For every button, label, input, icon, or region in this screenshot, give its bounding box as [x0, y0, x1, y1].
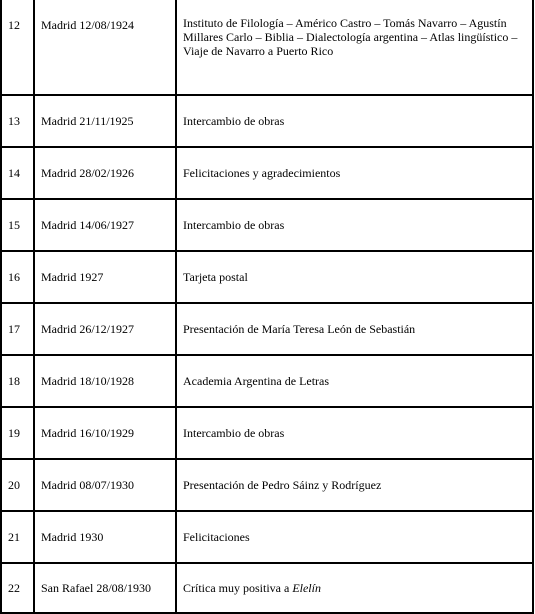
place-date: Madrid 28/02/1926	[34, 147, 176, 199]
subject	[176, 563, 533, 613]
row-number: 22	[1, 563, 34, 613]
table-row	[1, 355, 533, 407]
row-number: 14	[1, 147, 34, 199]
table-row	[1, 147, 533, 199]
place-date: Madrid 21/11/1925	[34, 95, 176, 147]
table-row	[1, 0, 533, 95]
subject: Intercambio de obras	[176, 407, 533, 459]
subject: Tarjeta postal	[176, 251, 533, 303]
subject: Intercambio de obras	[176, 95, 533, 147]
place-date: Madrid 18/10/1928	[34, 355, 176, 407]
subject: Presentación de María Teresa León de Sebastián	[176, 303, 533, 355]
place-date: Madrid 12/08/1924	[34, 0, 176, 95]
table-row	[1, 407, 533, 459]
row-number: 18	[1, 355, 34, 407]
place-date: Madrid 1930	[34, 511, 176, 563]
place-date: San Rafael 28/08/1930	[34, 563, 176, 613]
place-date: Madrid 08/07/1930	[34, 459, 176, 511]
subject: Intercambio de obras	[176, 199, 533, 251]
subject: Instituto de Filología – Américo Castro – Tomás Navarro – Agustín Millares Carlo – Biblia – Dialectología argentina – Atlas lingüístico – Viaje de Navarro a Puerto Rico	[176, 0, 533, 95]
row-number: 15	[1, 199, 34, 251]
subject: Academia Argentina de Letras	[176, 355, 533, 407]
row-number: 13	[1, 95, 34, 147]
row-number: 20	[1, 459, 34, 511]
subject-italic-title: Elelín	[292, 581, 321, 595]
table-row	[1, 563, 533, 613]
place-date: Madrid 14/06/1927	[34, 199, 176, 251]
table-row	[1, 459, 533, 511]
table-row	[1, 95, 533, 147]
subject: Felicitaciones y agradecimientos	[176, 147, 533, 199]
subject: Felicitaciones	[176, 511, 533, 563]
row-number: 12	[1, 0, 34, 95]
row-number: 17	[1, 303, 34, 355]
row-number: 19	[1, 407, 34, 459]
table-row	[1, 199, 533, 251]
row-number: 21	[1, 511, 34, 563]
row-number: 16	[1, 251, 34, 303]
table-row	[1, 251, 533, 303]
place-date: Madrid 16/10/1929	[34, 407, 176, 459]
subject-text: Crítica muy positiva a	[183, 581, 293, 595]
place-date: Madrid 26/12/1927	[34, 303, 176, 355]
place-date: Madrid 1927	[34, 251, 176, 303]
subject: Presentación de Pedro Sáinz y Rodríguez	[176, 459, 533, 511]
table-row	[1, 303, 533, 355]
table-row	[1, 511, 533, 563]
